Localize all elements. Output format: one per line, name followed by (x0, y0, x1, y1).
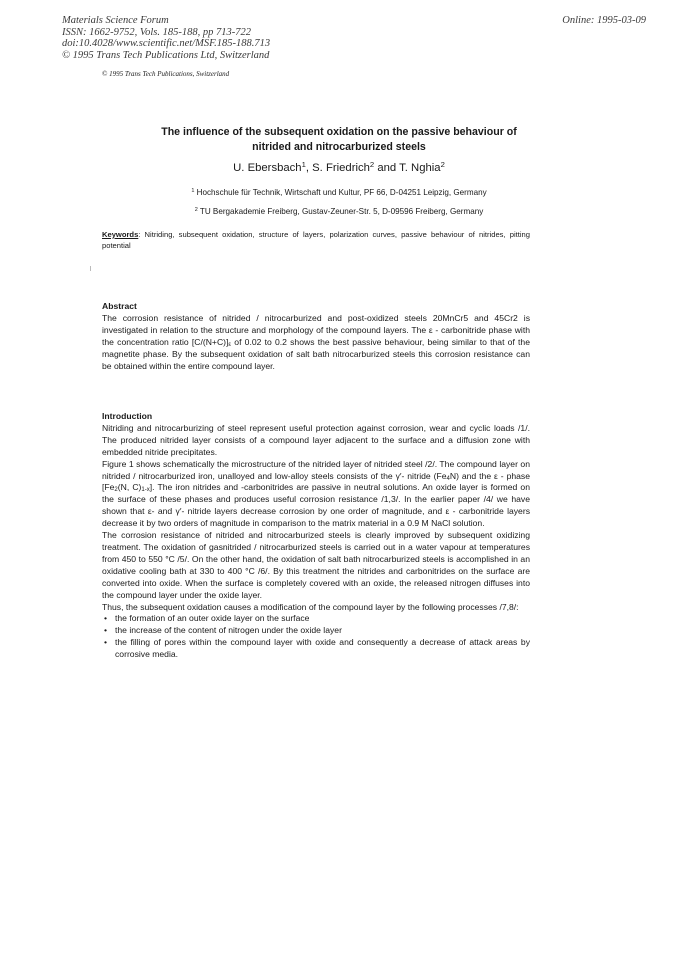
affiliation-1 (96, 188, 582, 197)
affiliation-2-number: 2 (194, 206, 198, 213)
copyright-line: © 1995 Trans Tech Publications Ltd, Switzerland (62, 49, 270, 61)
fe2-subscript: 2 (114, 487, 118, 494)
author-2-affiliation: 2 (369, 159, 375, 169)
intro-p2-part-a: Figure 1 shows schematically the microstructure of the nitrided layer of nitrided steel /2/. The compound layer on nitrided / nitrocarburized iron, unalloyed and low-alloy steels consists of the γ′- nitride (Fe (102, 458, 530, 481)
intro-paragraph-3: The corrosion resistance of nitrided and nitrocarburized steels is clearly improved by subsequent oxidizing treatment. The oxidation of gasnitrided / nitrocarburized steels is carried out in a water vapour at temperatures from 450 to 550 °C /5/. On the other hand, the oxidation of salt bath nitrocarburized steels is accomplished in an oxidative cooling bath at 330 to 400 °C /6/. By this treatment the nitrides and carbonitrides on the surface are converted into oxide. When the surface is completely covered with an oxide, the released nitrogen diffuses into the compound layer under the oxide layer. (102, 530, 530, 600)
keywords-label: Keywords (102, 230, 139, 239)
epsilon-subscript: ε (228, 341, 232, 348)
margin-mark (90, 266, 91, 271)
intro-paragraph-2 (102, 459, 530, 530)
list-item: • the formation of an outer oxide layer on the surface (102, 613, 530, 625)
keywords (102, 229, 530, 252)
publisher-copyright: © 1995 Trans Tech Publications, Switzerland (102, 70, 230, 78)
abstract-text (102, 313, 530, 373)
intro-p2-part-b: N) and the ε - phase [Fe (102, 470, 531, 493)
author-2: , S. Friedrich (305, 162, 370, 174)
abstract-text-part-1: The corrosion resistance of nitrided / nitrocarburized and post-oxidized steels 20MnCr5 and 45Cr2 is investigated in relation to the structure and morphology of the compound layers. The ε - carbonitride phase with the concentration ratio [C/(N+C)] (102, 312, 530, 347)
affiliation-2-text: TU Bergakademie Freiberg, Gustav-Zeuner-Str. 5, D-09596 Freiberg, Germany (197, 207, 484, 216)
title-line-1: The influence of the subsequent oxidation on the passive behaviour of (161, 126, 517, 138)
author-list (96, 159, 582, 174)
affiliation-1-text: Hochschule für Technik, Wirtschaft und Kultur, PF 66, D-04251 Leipzig, Germany (194, 188, 487, 197)
keywords-text: : Nitriding, subsequent oxidation, structure of layers, polarization curves, passive behaviour of nitrides, pitting potential (102, 230, 530, 251)
abstract-text-part-2: of 0.02 to 0.2 shows the best passive behaviour, being similar to that of the magnetite phase. By the subsequent oxidation of salt bath nitrocarburized steels this corrosion resistance can be obtained within the entire compound layer. (102, 336, 530, 371)
doi-line[interactable]: doi:10.4028/www.scientific.net/MSF.185-188.713 (62, 38, 271, 50)
abstract-section (102, 301, 530, 372)
process-list (102, 613, 530, 661)
intro-paragraph-4: Thus, the subsequent oxidation causes a modification of the compound layer by the following processes /7,8/: (102, 601, 519, 612)
journal-name: Materials Science Forum (62, 15, 169, 26)
abstract-heading: Abstract (102, 301, 137, 311)
title-line-2: nitrided and nitrocarburized steels (252, 141, 426, 153)
introduction-section (102, 411, 530, 661)
intro-p2-part-d: ]. The iron nitrides and -carbonitrides are passive in neutral solutions. An oxide layer is formed on the surface of these phases and produces useful corrosion resistance /1,3/. In the earlier paper /4/ we have shown that ε- and γ′- nitride layers decrease corrosion by one order of magnitude, and ε - carbonitride layers decrease it by two orders of magnitude in comparison to the matrix material in a 0.9 M NaCl solution. (102, 482, 530, 529)
list-item: • the filling of pores within the compound layer with oxide and consequently a decrease of attack areas by corrosive media. (102, 637, 530, 661)
journal-header (62, 15, 270, 61)
affiliation-2 (96, 207, 582, 216)
intro-paragraph-1: Nitriding and nitrocarburizing of steel represent useful protection against corrosion, wear and cyclic loads /1/. The produced nitrided layer consists of a compound layer adjacent to the surface and a diffusion zone with embedded nitride precipitates. (102, 422, 530, 457)
author-1: U. Ebersbach (233, 162, 302, 174)
author-3: and T. Nghia (374, 162, 441, 174)
online-date: Online: 1995-03-09 (562, 15, 646, 26)
issn-line: ISSN: 1662-9752, Vols. 185-188, pp 713-722 (62, 26, 251, 38)
author-1-affiliation: 1 (301, 159, 306, 169)
one-minus-x-subscript: 1-x (141, 487, 150, 494)
author-3-affiliation: 2 (440, 159, 445, 169)
introduction-heading: Introduction (102, 411, 153, 421)
intro-p2-part-c: (N, C) (117, 482, 142, 493)
list-item: • the increase of the content of nitrogen under the oxide layer (102, 625, 530, 637)
affiliation-1-number: 1 (191, 187, 195, 194)
paper-title (96, 125, 582, 155)
fe4n-subscript: 4 (446, 475, 450, 482)
